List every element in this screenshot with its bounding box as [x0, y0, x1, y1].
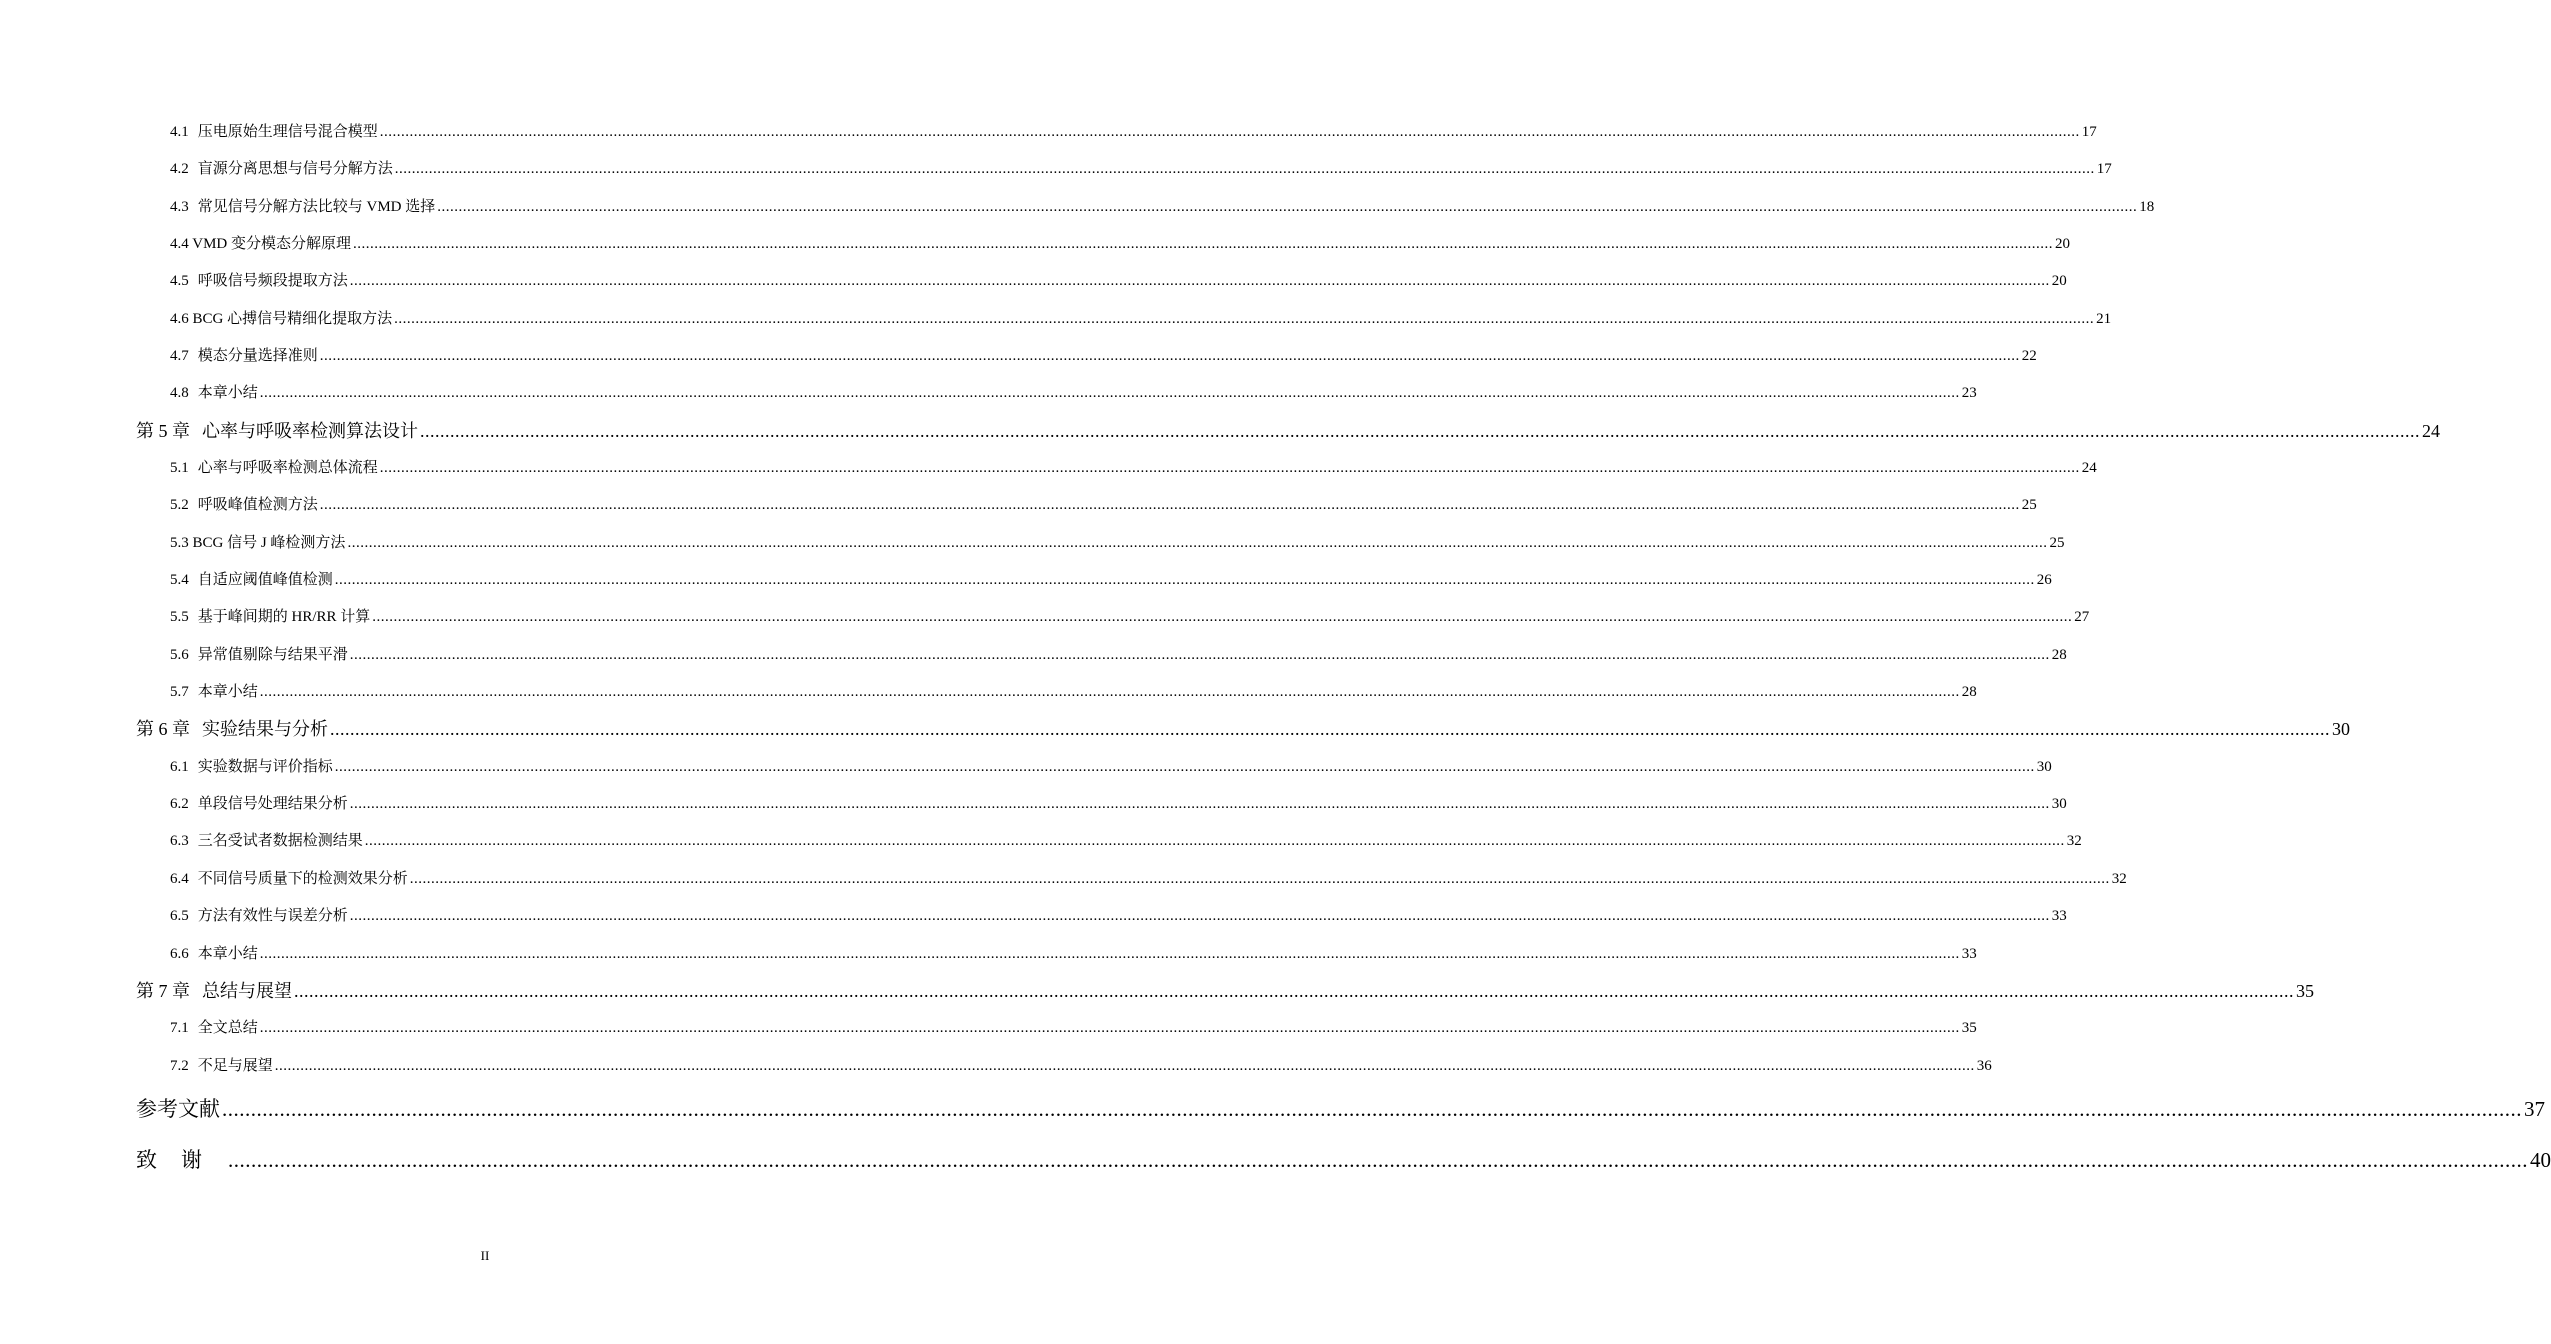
toc-entry-4-7[interactable] [170, 345, 2037, 367]
toc-chapter-5[interactable] [136, 418, 2440, 444]
toc-references-title: 参考文献 [136, 1097, 220, 1121]
toc-page-number: 33 [1961, 946, 1977, 962]
toc-entry-6-3[interactable] [170, 830, 2082, 852]
toc-leader-dots: ................................................................................................................................................................................................................................................................................................................................................................................................................ [259, 385, 1960, 401]
toc-leader-dots: ................................................................................................................................................................................................................................................................................................................................................................................................................ [349, 908, 2050, 924]
toc-entry-title: 5.6 异常值剔除与结果平滑 [170, 647, 348, 663]
toc-leader-dots: ................................................................................................................................................................................................................................................................................................................................................................................................................ [222, 1097, 2522, 1121]
toc-page-number: 20 [2051, 273, 2067, 289]
page-number: II [480, 1248, 490, 1263]
toc-leader-dots: ................................................................................................................................................................................................................................................................................................................................................................................................................ [347, 535, 2048, 551]
toc-chapter-title: 第 5 章 心率与呼吸率检测算法设计 [136, 421, 418, 441]
toc-entry-4-3[interactable] [170, 196, 2155, 218]
toc-leader-dots: ................................................................................................................................................................................................................................................................................................................................................................................................................ [334, 759, 2035, 775]
toc-page-number: 32 [2066, 833, 2082, 849]
toc-page-number: 33 [2051, 908, 2067, 924]
toc-entry-title: 5.2 呼吸峰值检测方法 [170, 497, 318, 513]
toc-page-number: 32 [2111, 871, 2127, 887]
toc-leader-dots: ................................................................................................................................................................................................................................................................................................................................................................................................................ [319, 497, 2020, 513]
toc-leader-dots: ................................................................................................................................................................................................................................................................................................................................................................................................................ [379, 460, 2080, 476]
toc-page-number: 18 [2139, 199, 2155, 215]
toc-entry-title: 6.2 单段信号处理结果分析 [170, 796, 348, 812]
toc-entry-5-5[interactable] [170, 606, 2090, 628]
toc-entry-6-1[interactable] [170, 756, 2052, 778]
toc-entry-title: 4.3 常见信号分解方法比较与 VMD 选择 [170, 199, 436, 215]
toc-page-number: 25 [2021, 497, 2037, 513]
toc-chapter-7[interactable] [136, 978, 2314, 1004]
toc-leader-dots: ................................................................................................................................................................................................................................................................................................................................................................................................................ [259, 684, 1960, 700]
toc-chapter-title: 第 7 章 总结与展望 [136, 981, 292, 1001]
toc-entry-title: 4.8 本章小结 [170, 385, 258, 401]
toc-leader-dots: ................................................................................................................................................................................................................................................................................................................................................................................................................ [349, 273, 2050, 289]
toc-page-number: 40 [2530, 1148, 2551, 1172]
toc-entry-5-6[interactable] [170, 644, 2067, 666]
toc-page-number: 30 [2036, 759, 2052, 775]
toc-leader-dots: ................................................................................................................................................................................................................................................................................................................................................................................................................ [349, 796, 2050, 812]
toc-leader-dots: ................................................................................................................................................................................................................................................................................................................................................................................................................ [394, 161, 2095, 177]
toc-entry-4-6[interactable] [170, 308, 2112, 330]
toc-page-number: 30 [2051, 796, 2067, 812]
toc-entry-title: 5.3 BCG 信号 J 峰检测方法 [170, 535, 346, 551]
toc-acknowledgements-title: 致谢 [136, 1148, 226, 1172]
toc-entry-4-4[interactable] [170, 233, 2070, 255]
toc-leader-dots: ................................................................................................................................................................................................................................................................................................................................................................................................................ [379, 124, 2080, 140]
toc-entry-6-5[interactable] [170, 905, 2067, 927]
toc-page-number: 27 [2074, 609, 2090, 625]
toc-page-number: 35 [1961, 1020, 1977, 1036]
toc-entry-title: 6.6 本章小结 [170, 946, 258, 962]
toc-entry-title: 5.1 心率与呼吸率检测总体流程 [170, 460, 378, 476]
toc-entry-title: 4.5 呼吸信号频段提取方法 [170, 273, 348, 289]
toc-entry-title: 5.4 自适应阈值峰值检测 [170, 572, 333, 588]
toc-entry-5-1[interactable] [170, 457, 2097, 479]
toc-leader-dots: ................................................................................................................................................................................................................................................................................................................................................................................................................ [330, 719, 2330, 739]
toc-entry-6-2[interactable] [170, 793, 2067, 815]
toc-entry-4-8[interactable] [170, 382, 1977, 404]
toc-entry-title: 7.1 全文总结 [170, 1020, 258, 1036]
toc-entry-title: 4.6 BCG 心搏信号精细化提取方法 [170, 311, 393, 327]
toc-leader-dots: ................................................................................................................................................................................................................................................................................................................................................................................................................ [334, 572, 2035, 588]
toc-entry-7-2[interactable] [170, 1055, 1992, 1077]
toc-entry-title: 7.2 不足与展望 [170, 1058, 273, 1074]
toc-leader-dots: ................................................................................................................................................................................................................................................................................................................................................................................................................ [420, 421, 2420, 441]
toc-page-number: 35 [2296, 981, 2314, 1001]
toc-leader-dots: ................................................................................................................................................................................................................................................................................................................................................................................................................ [259, 946, 1960, 962]
toc-entry-4-1[interactable] [170, 121, 2097, 143]
toc-references[interactable] [136, 1094, 2545, 1124]
toc-entry-4-5[interactable] [170, 270, 2067, 292]
toc-page-number: 28 [1961, 684, 1977, 700]
toc-page-number: 24 [2422, 421, 2440, 441]
toc-entry-5-4[interactable] [170, 569, 2052, 591]
toc-entry-title: 4.1 压电原始生理信号混合模型 [170, 124, 378, 140]
toc-leader-dots: ................................................................................................................................................................................................................................................................................................................................................................................................................ [372, 609, 2073, 625]
toc-entry-title: 6.5 方法有效性与误差分析 [170, 908, 348, 924]
toc-entry-6-6[interactable] [170, 943, 1977, 965]
toc-page-number: 25 [2049, 535, 2065, 551]
toc-leader-dots: ................................................................................................................................................................................................................................................................................................................................................................................................................ [349, 647, 2050, 663]
toc-entry-title: 4.2 盲源分离思想与信号分解方法 [170, 161, 393, 177]
toc-chapter-title: 第 6 章 实验结果与分析 [136, 719, 328, 739]
toc-page-number: 37 [2524, 1097, 2545, 1121]
toc-page-number: 21 [2096, 311, 2112, 327]
toc-page-number: 17 [2081, 124, 2097, 140]
toc-leader-dots: ................................................................................................................................................................................................................................................................................................................................................................................................................ [353, 236, 2053, 252]
toc-page-number: 28 [2051, 647, 2067, 663]
toc-entry-4-2[interactable] [170, 158, 2112, 180]
toc-entry-title: 4.7 模态分量选择准则 [170, 348, 318, 364]
toc-leader-dots: ................................................................................................................................................................................................................................................................................................................................................................................................................ [437, 199, 2138, 215]
toc-entry-title: 6.1 实验数据与评价指标 [170, 759, 333, 775]
toc-entry-title: 5.7 本章小结 [170, 684, 258, 700]
toc-entry-title: 6.3 三名受试者数据检测结果 [170, 833, 363, 849]
toc-page-number: 26 [2036, 572, 2052, 588]
toc-entry-7-1[interactable] [170, 1017, 1977, 1039]
toc-leader-dots: ................................................................................................................................................................................................................................................................................................................................................................................................................ [319, 348, 2020, 364]
toc-page-number: 36 [1976, 1058, 1992, 1074]
toc-leader-dots: ................................................................................................................................................................................................................................................................................................................................................................................................................ [394, 311, 2095, 327]
toc-entry-5-7[interactable] [170, 681, 1977, 703]
toc-leader-dots: ................................................................................................................................................................................................................................................................................................................................................................................................................ [409, 871, 2110, 887]
toc-leader-dots: ................................................................................................................................................................................................................................................................................................................................................................................................................ [364, 833, 2065, 849]
toc-leader-dots: ................................................................................................................................................................................................................................................................................................................................................................................................................ [259, 1020, 1960, 1036]
toc-page-number: 20 [2055, 236, 2070, 252]
toc-entry-6-4[interactable] [170, 868, 2127, 890]
toc-page-number: 24 [2081, 460, 2097, 476]
toc-chapter-6[interactable] [136, 716, 2350, 742]
toc-entry-title: 6.4 不同信号质量下的检测效果分析 [170, 871, 408, 887]
toc-entry-title: 5.5 基于峰间期的 HR/RR 计算 [170, 609, 371, 625]
toc-leader-dots: ................................................................................................................................................................................................................................................................................................................................................................................................................ [228, 1148, 2528, 1172]
toc-leader-dots: ................................................................................................................................................................................................................................................................................................................................................................................................................ [294, 981, 2294, 1001]
toc-page-number: 17 [2096, 161, 2112, 177]
toc-leader-dots: ................................................................................................................................................................................................................................................................................................................................................................................................................ [274, 1058, 1975, 1074]
toc-page-number: 30 [2332, 719, 2350, 739]
toc-entry-5-3[interactable] [170, 532, 2065, 554]
toc-entry-title: 4.4 VMD 变分模态分解原理 [170, 236, 351, 252]
toc-page-number: 22 [2021, 348, 2037, 364]
toc-entry-5-2[interactable] [170, 494, 2037, 516]
toc-page-number: 23 [1961, 385, 1977, 401]
toc-acknowledgements[interactable] [136, 1145, 2551, 1175]
